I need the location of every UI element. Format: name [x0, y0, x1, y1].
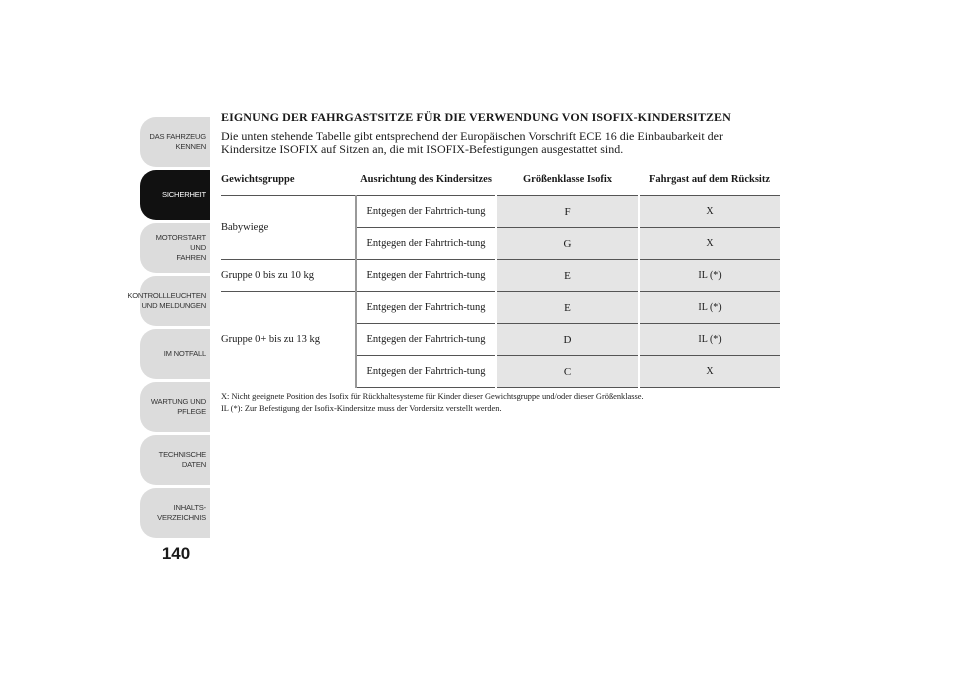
main-content	[221, 110, 781, 415]
passenger-cell: IL (*)	[639, 260, 780, 292]
table-row	[221, 292, 780, 324]
header-direction: Ausrichtung des Kindersitzes	[360, 174, 492, 185]
weight-group-cell: Gruppe 0 bis zu 10 kg	[221, 260, 356, 292]
tab-label: SICHERHEIT	[162, 190, 206, 199]
note-il: IL (*): Zur Befestigung der Isofix-Kindersitze muss der Vordersitz verstellt werden.	[221, 404, 502, 413]
direction-cell: Entgegen der Fahrtrich-tung	[356, 260, 496, 292]
tab-im-notfall[interactable]	[140, 329, 210, 379]
size-class-cell: G	[496, 228, 639, 260]
tab-das-fahrzeug-kennen[interactable]	[140, 117, 210, 167]
size-class-cell: C	[496, 356, 639, 388]
tab-kontrollleuchten-und-meldungen[interactable]	[127, 276, 210, 326]
tab-motorstart-und-fahren[interactable]	[140, 223, 210, 273]
weight-group-cell: Gruppe 0+ bis zu 13 kg	[221, 292, 356, 388]
page-number: 140	[161, 544, 191, 563]
direction-cell: Entgegen der Fahrtrich-tung	[356, 292, 496, 324]
tab-label: DAS FAHRZEUG KENNEN	[149, 132, 206, 151]
tab-label: KONTROLLLEUCHTEN UND MELDUNGEN	[127, 291, 206, 310]
direction-cell: Entgegen der Fahrtrich-tung	[356, 356, 496, 388]
tab-label: IM NOTFALL	[163, 349, 206, 358]
table-row	[221, 260, 780, 292]
tab-technische-daten[interactable]	[140, 435, 210, 485]
tab-label: TECHNISCHE DATEN	[158, 450, 206, 469]
table-header-row	[221, 167, 780, 196]
tab-label: INHALTS- VERZEICHNIS	[157, 503, 206, 522]
passenger-cell: X	[639, 196, 780, 228]
table-notes	[221, 391, 781, 415]
tab-label: WARTUNG UND PFLEGE	[150, 397, 206, 416]
direction-cell: Entgegen der Fahrtrich-tung	[356, 228, 496, 260]
passenger-cell: IL (*)	[639, 324, 780, 356]
header-passenger: Fahrgast auf dem Rücksitz	[648, 174, 771, 185]
passenger-cell: X	[639, 228, 780, 260]
isofix-table	[221, 167, 780, 388]
direction-cell: Entgegen der Fahrtrich-tung	[356, 324, 496, 356]
tab-sicherheit[interactable]	[140, 170, 210, 220]
weight-group-cell: Babywiege	[221, 196, 356, 260]
table-row	[221, 196, 780, 228]
note-x: X: Nicht geeignete Position des Isofix für Rückhaltesysteme für Kinder dieser Gewichtsgruppe und/oder dieser Größenklasse.	[221, 392, 644, 401]
size-class-cell: E	[496, 292, 639, 324]
tab-label: MOTORSTART UND FAHREN	[155, 233, 206, 262]
header-size-class: Größenklasse Isofix	[523, 174, 612, 185]
tab-inhaltsverzeichnis[interactable]	[140, 488, 210, 538]
tab-wartung-und-pflege[interactable]	[140, 382, 210, 432]
passenger-cell: IL (*)	[639, 292, 780, 324]
size-class-cell: F	[496, 196, 639, 228]
section-title: EIGNUNG DER FAHRGASTSITZE FÜR DIE VERWENDUNG VON ISOFIX-KINDERSITZEN	[221, 110, 731, 124]
size-class-cell: E	[496, 260, 639, 292]
direction-cell: Entgegen der Fahrtrich-tung	[356, 196, 496, 228]
section-intro: Die unten stehende Tabelle gibt entsprechend der Europäischen Vorschrift ECE 16 die Einbaubarkeit der Kindersitze ISOFIX auf Sitzen an, die mit ISOFIX-Befestigungen ausgestattet sind.	[221, 129, 724, 156]
passenger-cell: X	[639, 356, 780, 388]
size-class-cell: D	[496, 324, 639, 356]
header-weight-group: Gewichtsgruppe	[221, 174, 295, 185]
